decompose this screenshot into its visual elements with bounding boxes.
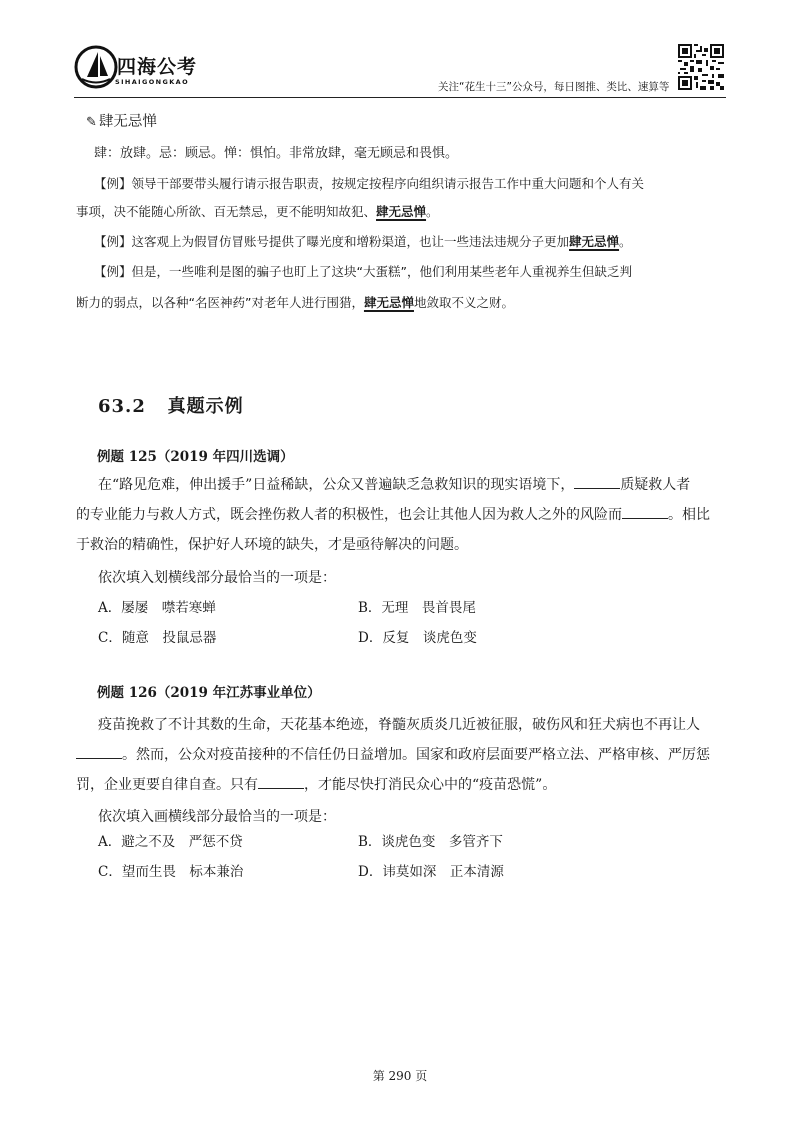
example-text: 这客观上为假冒仿冒账号提供了曝光度和增粉渠道，也让一些违法违规分子更加 <box>131 234 570 249</box>
question-126-line <box>76 770 556 800</box>
idiom-example-3 <box>94 258 734 286</box>
idiom-title <box>86 110 157 131</box>
question-text: 。相比 <box>668 507 710 523</box>
question-126-instruction: 依次填入画横线部分最恰当的一项是： <box>98 809 336 825</box>
question-125-line <box>98 470 690 500</box>
option-b: B．谈虎色变 多管齐下 <box>358 834 503 850</box>
option-d: D．讳莫如深 正本清源 <box>358 864 504 880</box>
question-126-line <box>76 740 710 770</box>
option-d: D．反复 谈虎色变 <box>358 630 477 646</box>
pencil-icon: ✎ <box>86 115 97 130</box>
option-a: A．屡屡 噤若寒蝉 <box>98 600 216 616</box>
logo-subtitle: SIHAIGONGKAO <box>115 78 190 86</box>
section-heading <box>98 392 244 418</box>
idiom-example-1-cont <box>76 198 439 226</box>
qr-code-icon <box>678 44 724 90</box>
idiom-highlight: 肆无忌惮 <box>569 234 620 249</box>
section-title: 真题示例 <box>167 396 244 417</box>
example-text: 断力的弱点，以各种“名医神药”对老年人进行围猎， <box>76 295 364 310</box>
logo-text: 四海公考 <box>117 56 198 78</box>
option-c: C．随意 投鼠忌器 <box>98 630 217 646</box>
idiom-definition: 肆：放肆。忌：顾忌。惮：惧怕。非常放肆，毫无顾忌和畏惧。 <box>94 146 459 161</box>
question-text: 罚，企业更要自律自查。只有 <box>76 777 258 793</box>
question-text: 。然而，公众对疫苗接种的不信任仍日益增加。国家和政府层面要严格立法、严格审核、严厉惩 <box>122 747 710 763</box>
example-text: 地敛取不义之财。 <box>413 295 514 310</box>
option-c: C．望而生畏 标本兼治 <box>98 864 244 880</box>
example-tag: 【例】 <box>94 234 132 249</box>
question-125-line: 于救治的精确性，保护好人环境的缺失，才是亟待解决的问题。 <box>76 537 468 553</box>
question-text: 在“路见危难，伸出援手”日益稀缺，公众又普遍缺乏急救知识的现实语境下， <box>98 477 575 493</box>
fill-blank <box>622 518 668 519</box>
idiom-highlight: 肆无忌惮 <box>376 204 427 219</box>
idiom-title-text: 肆无忌惮 <box>98 114 157 130</box>
example-text: 事项，决不能随心所欲、百无禁忌，更不能明知故犯、 <box>76 204 377 219</box>
idiom-example-2 <box>94 228 734 256</box>
example-text: 。 <box>619 234 632 249</box>
idiom-example-3-cont <box>76 289 514 317</box>
fill-blank <box>574 488 620 489</box>
question-text: ，才能尽快打消民众心中的“疫苗恐慌”。 <box>304 777 557 793</box>
fill-blank <box>258 788 304 789</box>
option-b: B．无理 畏首畏尾 <box>358 600 476 616</box>
page-number: 第 290 页 <box>372 1069 428 1083</box>
section-number: 63.2 <box>98 396 146 417</box>
example-tag: 【例】 <box>94 176 132 191</box>
question-126-line: 疫苗挽救了不计其数的生命，天花基本绝迹，脊髓灰质炎几近被征服，破伤风和狂犬病也不再让人 <box>98 717 700 733</box>
question-text: 的专业能力与救人方式，既会挫伤救人者的积极性，也会让其他人因为救人之外的风险而 <box>76 507 622 523</box>
example-tag: 【例】 <box>94 264 132 279</box>
question-125-instruction: 依次填入划横线部分最恰当的一项是： <box>98 570 336 586</box>
idiom-highlight: 肆无忌惮 <box>363 295 414 310</box>
header-note: 关注“花生十三”公众号，每日图推、类比、速算等 <box>438 81 670 93</box>
question-126-heading: 例题 126（2019 年江苏事业单位） <box>97 685 321 701</box>
option-a: A．避之不及 严惩不贷 <box>98 834 243 850</box>
question-text: 质疑救人者 <box>620 477 691 493</box>
example-text: 。 <box>426 204 439 219</box>
fill-blank <box>76 758 122 759</box>
example-text: 但是，一些唯利是图的骗子也盯上了这块“大蛋糕”，他们利用某些老年人重视养生但缺乏判 <box>131 264 632 279</box>
example-text: 领导干部要带头履行请示报告职责，按规定按程序向组织请示报告工作中重大问题和个人有关 <box>131 176 645 191</box>
question-125-heading: 例题 125（2019 年四川选调） <box>97 449 294 465</box>
header-divider <box>74 97 726 98</box>
question-125-line <box>76 500 710 530</box>
idiom-example-1 <box>94 170 734 198</box>
